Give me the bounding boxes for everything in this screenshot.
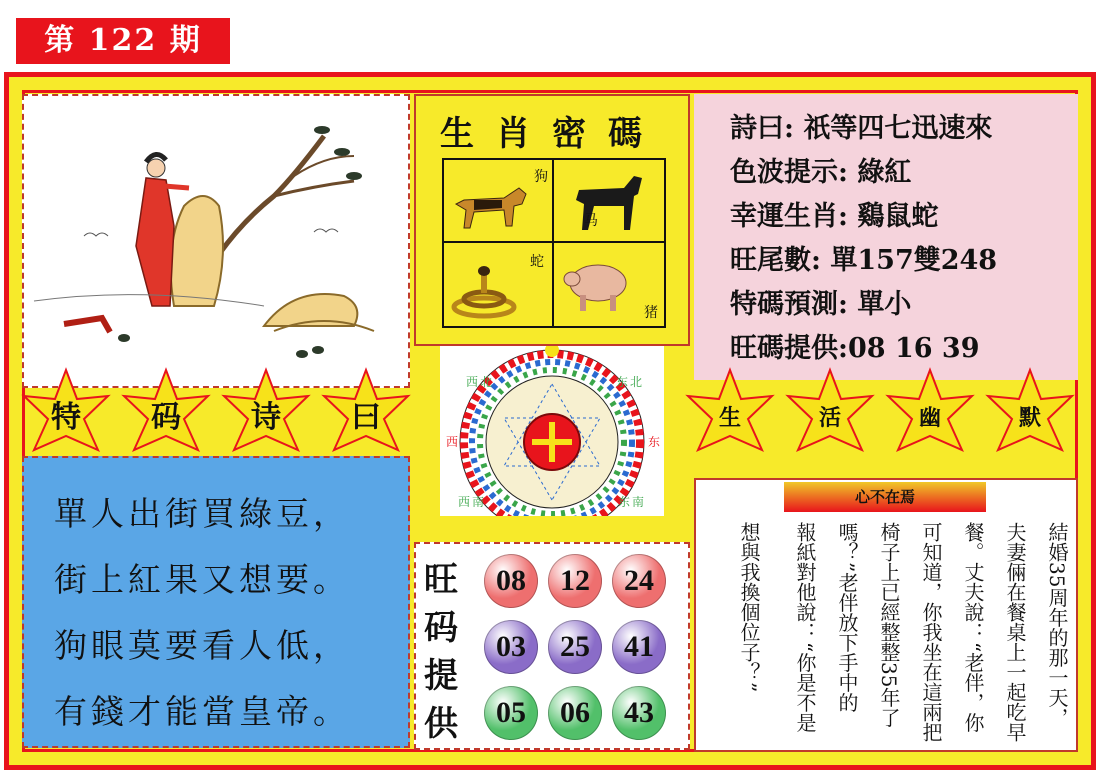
lady-tree-illustration	[24, 96, 408, 386]
illustration-panel	[22, 94, 410, 388]
hot-numbers-label: 码	[424, 608, 458, 648]
star-badge-5	[688, 370, 772, 450]
zodiac-grid	[442, 158, 666, 328]
info-lucky-zodiac: 幸運生肖: 鷄鼠蛇	[730, 201, 939, 232]
left-star-banner	[18, 366, 418, 466]
hot-numbers-label: 旺	[424, 560, 458, 600]
compass-wheel	[440, 346, 664, 516]
number-ball: 12	[548, 554, 602, 608]
info-hot-numbers: 旺碼提供:08 16 39	[730, 333, 980, 364]
zodiac-cell-pig	[554, 243, 664, 326]
hot-numbers-panel	[414, 542, 690, 750]
star-badge-1	[24, 370, 108, 450]
issue-number: 第 122 期	[16, 18, 230, 64]
number-ball: 25	[548, 620, 602, 674]
zodiac-cell-snake	[444, 243, 554, 326]
poem-line-1: 單人出街買綠豆，	[54, 494, 350, 533]
star-badge-4	[324, 370, 408, 450]
star-badge-3	[224, 370, 308, 450]
poem-line-4: 有錢才能當皇帝。	[54, 692, 350, 731]
story-column: 可知道，你我坐在這兩把	[919, 522, 943, 742]
star-badge-6	[788, 370, 872, 450]
story-column: 餐。丈夫說：“老伴，你	[961, 522, 985, 733]
hot-numbers-label: 提	[424, 656, 458, 696]
zodiac-label-snake: 蛇	[530, 254, 544, 270]
compass-label: 东	[618, 495, 631, 509]
zodiac-cell-dog	[444, 160, 554, 243]
compass-label: 西	[458, 495, 471, 509]
banner-char: 诗	[251, 400, 281, 435]
zodiac-code-panel	[414, 94, 690, 346]
joke-story-panel	[694, 478, 1078, 752]
horse-icon	[554, 160, 664, 244]
number-ball: 05	[484, 686, 538, 740]
info-panel	[694, 94, 1078, 380]
info-poem: 詩曰: 祇等四七迅速來	[730, 113, 993, 144]
compass-label: 东	[616, 375, 629, 389]
story-column: 夫妻倆在餐桌上一起吃早	[1003, 522, 1027, 742]
zodiac-code-title: 生肖密碼	[440, 114, 664, 154]
compass-label: 东	[648, 435, 661, 449]
number-ball: 06	[548, 686, 602, 740]
info-tail-numbers: 旺尾數: 單157雙248	[730, 245, 998, 276]
compass-label: 北	[480, 375, 493, 389]
number-ball: 24	[612, 554, 666, 608]
story-column: 想與我換個位子？”	[737, 522, 761, 693]
number-ball: 43	[612, 686, 666, 740]
compass-label: 北	[630, 375, 643, 389]
number-ball: 03	[484, 620, 538, 674]
compass-label: 南	[472, 495, 485, 509]
number-ball: 41	[612, 620, 666, 674]
hot-numbers-label: 供	[424, 704, 458, 744]
poem-line-2: 街上紅果又想要。	[54, 560, 350, 599]
banner-char: 幽	[918, 405, 942, 431]
info-special-prediction: 特碼預測: 單小	[730, 289, 912, 320]
story-column: 椅子上已經整整35年了	[877, 522, 901, 728]
banner-char: 活	[818, 405, 842, 431]
compass-label: 西	[446, 435, 459, 449]
compass-label: 西	[466, 375, 479, 389]
poem-line-3: 狗眼莫要看人低，	[54, 626, 350, 665]
star-badge-2	[124, 370, 208, 450]
story-title: 心不在焉	[784, 482, 986, 512]
poem-panel	[22, 456, 410, 748]
story-column: 結婚35周年的那一天，	[1045, 522, 1069, 728]
story-column: 嗎？”老伴放下手中的	[835, 522, 859, 713]
zodiac-label-horse: 马	[584, 213, 598, 229]
story-column: 報紙對他說：“你是不是	[793, 522, 817, 733]
banner-char: 默	[1018, 405, 1042, 431]
banner-char: 特	[51, 400, 81, 435]
banner-char: 生	[718, 405, 742, 431]
right-star-banner	[682, 366, 1082, 466]
banner-char: 曰	[351, 400, 381, 435]
compass-label: 南	[632, 495, 645, 509]
zodiac-label-dog: 狗	[534, 169, 548, 185]
zodiac-label-pig: 猪	[644, 305, 658, 321]
zodiac-cell-horse	[554, 160, 664, 243]
number-ball: 08	[484, 554, 538, 608]
banner-char: 码	[151, 400, 181, 435]
star-badge-8	[988, 370, 1072, 450]
star-badge-7	[888, 370, 972, 450]
info-color-hint: 色波提示: 綠紅	[730, 157, 912, 188]
